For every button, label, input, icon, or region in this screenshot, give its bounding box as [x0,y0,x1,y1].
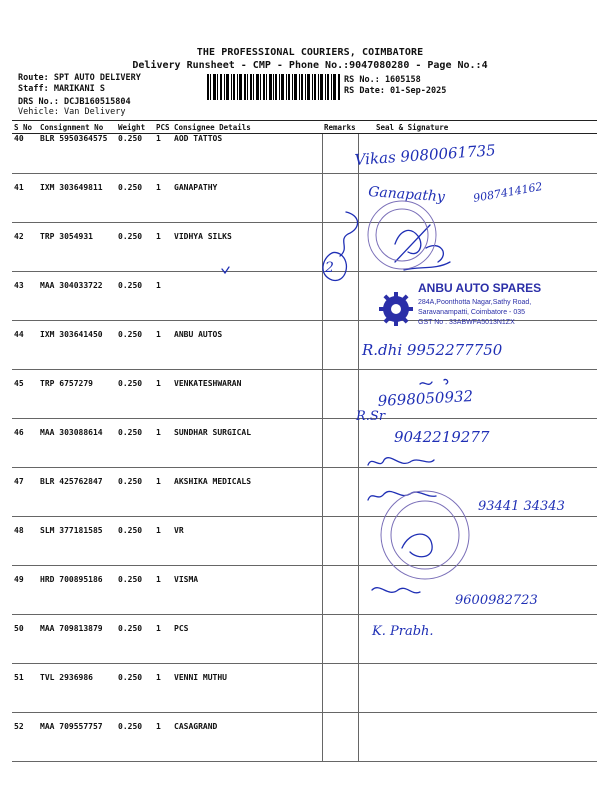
cell-consignment: IXM 303649811 [38,174,116,223]
cell-pcs: 1 [154,272,172,321]
company-title: THE PROFESSIONAL COURIERS, COIMBATORE [196,47,424,58]
cell-consignment: MAA 303088614 [38,419,116,468]
handwriting-row46: 9698050932 [377,387,474,410]
cell-pcs: 1 [154,174,172,223]
cell-pcs: 1 [154,615,172,664]
signature-row50 [402,534,432,557]
cell-pcs: 1 [154,223,172,272]
handwriting-row47-name: R.Sr [356,409,386,424]
cell-pcs: 1 [154,664,172,713]
cell-consignee: SUNDHAR SURGICAL [172,419,322,468]
route-label: Route: SPT AUTO DELIVERY [18,73,141,83]
cell-consignment: SLM 377181585 [38,517,116,566]
cell-pcs: 1 [154,468,172,517]
signature-row51 [372,588,420,593]
stamp-address-line2: Saravanampatti, Coimbatore - 035 [418,309,525,316]
col-weight: Weight [116,121,154,134]
handwriting-row40: Vikas 9080061735 [354,141,497,169]
cell-pcs: 1 [154,321,172,370]
cell-weight: 0.250 [116,517,154,566]
handwriting-row41-phone: 9087414162 [472,179,544,205]
cell-consignment: BLR 5950364575 [38,134,116,174]
cell-consignment: HRD 700895186 [38,566,116,615]
stamp-address-line1: 284A,Poonthotta Nagar,Sathy Road, [418,299,532,306]
col-consignment: Consignment No [38,121,116,134]
drs-number: DRS No.: DCJB160515804 [18,97,131,107]
cell-consignee: VENNI MUTHU [172,664,322,713]
handwriting-row45: R.dhi 9952277750 [362,341,503,359]
cell-consignment: MAA 709557757 [38,713,116,762]
cell-consignee: ANBU AUTOS [172,321,322,370]
cell-pcs: 1 [154,134,172,174]
col-seal: Seal & Signature [358,121,597,134]
cell-consignment: TVL 2936986 [38,664,116,713]
cell-weight: 0.250 [116,664,154,713]
signature-row42-arc [395,225,430,262]
col-pcs: PCS [154,121,172,134]
handwriting-row47-phone: 9042219277 [394,428,490,446]
signature-row46-extra [420,379,448,384]
handwriting-row52: K. Prabh. [372,624,434,639]
cell-weight: 0.250 [116,272,154,321]
cell-weight: 0.250 [116,419,154,468]
cell-sno: 42 [12,223,38,272]
cell-consignee: VIDHYA SILKS [172,223,322,272]
cell-sno: 44 [12,321,38,370]
cell-sno: 41 [12,174,38,223]
cell-consignment: TRP 6757279 [38,370,116,419]
cell-sno: 40 [12,134,38,174]
cell-weight: 0.250 [116,134,154,174]
cell-pcs: 1 [154,566,172,615]
cell-consignee: VR [172,517,322,566]
cell-consignment: BLR 425762847 [38,468,116,517]
col-sno: S No [12,121,38,134]
cell-sno: 49 [12,566,38,615]
col-remarks: Remarks [322,121,358,134]
cell-consignee: VENKATESHWARAN [172,370,322,419]
cell-weight: 0.250 [116,321,154,370]
cell-pcs: 1 [154,370,172,419]
seal-stamp-row42 [368,201,436,269]
rs-date: RS Date: 01-Sep-2025 [344,86,447,96]
cell-weight: 0.250 [116,468,154,517]
cell-consignment: TRP 3054931 [38,223,116,272]
company-stamp [379,281,541,326]
cell-consignee: PCS [172,615,322,664]
cell-weight: 0.250 [116,713,154,762]
handwriting-row51: 9600982723 [455,593,538,608]
cell-consignee: AOD TATTOS [172,134,322,174]
cell-weight: 0.250 [116,223,154,272]
handwriting-row41-name: Ganapathy [367,184,446,206]
staff-label: Staff: MARIKANI S [18,84,105,94]
cell-sno: 46 [12,419,38,468]
signature-row49 [368,491,436,500]
cell-sno: 52 [12,713,38,762]
vehicle-label: Vehicle: Van Delivery [18,107,126,117]
cell-consignment: IXM 303641450 [38,321,116,370]
cell-sno: 47 [12,468,38,517]
cell-consignee: CASAGRAND [172,713,322,762]
cell-sno: 51 [12,664,38,713]
cell-sno: 45 [12,370,38,419]
cell-sno: 48 [12,517,38,566]
cell-consignment: MAA 304033722 [38,272,116,321]
tick-mark-row43 [222,267,229,273]
cell-consignee: AKSHIKA MEDICALS [172,468,322,517]
cell-pcs: 1 [154,419,172,468]
signature-row48 [368,458,434,465]
handwriting-row43-mark: 2 [325,260,334,276]
cell-weight: 0.250 [116,370,154,419]
gear-logo-icon [379,292,413,326]
rs-number: RS No.: 1605158 [344,75,421,85]
cell-pcs: 1 [154,713,172,762]
cell-consignee: GANAPATHY [172,174,322,223]
cell-consignment: MAA 709813879 [38,615,116,664]
stamp-gst-number: GST No : 33ABWFA5013N1ZX [418,319,515,326]
cell-pcs: 1 [154,517,172,566]
cell-weight: 0.250 [116,174,154,223]
handwriting-row49: 93441 34343 [478,499,565,514]
cell-weight: 0.250 [116,566,154,615]
stamp-company-name: ANBU AUTO SPARES [418,281,542,295]
col-consignee: Consignee Details [172,121,322,134]
cell-sno: 43 [12,272,38,321]
runsheet-subtitle: Delivery Runsheet - CMP - Phone No.:9047080280 - Page No.:4 [132,60,488,71]
cell-weight: 0.250 [116,615,154,664]
cell-sno: 50 [12,615,38,664]
cell-consignee: VISMA [172,566,322,615]
